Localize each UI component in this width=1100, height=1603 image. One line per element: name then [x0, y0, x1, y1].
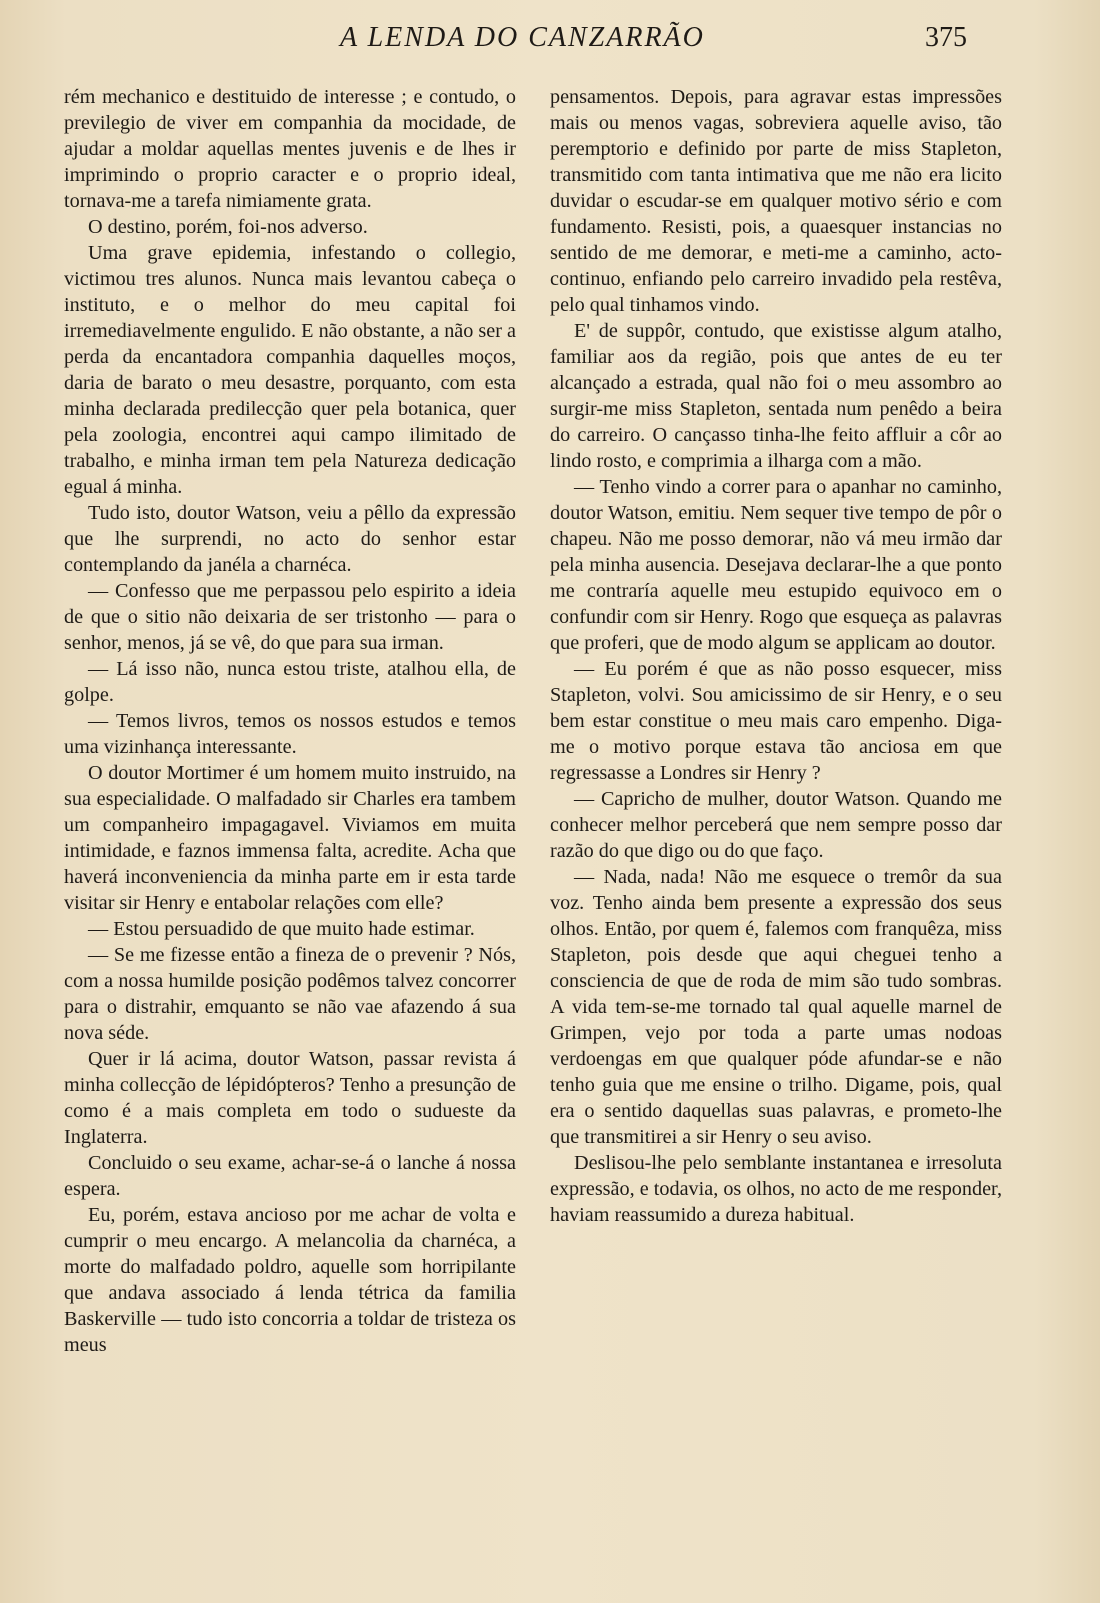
paragraph: Concluido o seu exame, achar-se-á o lanche á nossa espera.	[64, 1152, 516, 1200]
paragraph: Deslisou-lhe pelo semblante instantanea e irresoluta expressão, e todavia, os olhos, no acto de me responder, haviam reassumido a dureza habitual.	[550, 1152, 1002, 1226]
paragraph: — Nada, nada! Não me esquece o tremôr da sua voz. Tenho ainda bem presente a expressão dos seus olhos. Então, por quem é, falemos com franquêza, miss Stapleton, pois desde que aqui cheguei tenho a consciencia de que de roda de mim são tudo sombras. A vida tem-se-me tornado tal qual aquelle marnel de Grimpen, vejo por toda a parte umas nodoas verdoengas em que qualquer póde afundar-se e não tenho guia que me ensine o trilho. Digame, pois, qual era o sentido daquellas suas palavras, e prometo-lhe que transmitirei a sir Henry o seu aviso.	[550, 866, 1002, 1148]
paragraph: Eu, porém, estava ancioso por me achar de volta e cumprir o meu encargo. A melancolia da charnéca, a morte do malfadado poldro, aquelle som horripilante que andava associado á lenda tétrica da familia Baskerville — tudo isto concorria a toldar de tristeza os meus	[64, 1204, 516, 1356]
paragraph: — Se me fizesse então a fineza de o prevenir ? Nós, com a nossa humilde posição podêmos talvez concorrer para o distrahir, emquanto se não vae afazendo á sua nova séde.	[64, 944, 516, 1044]
paragraph: pensamentos. Depois, para agravar estas impressões mais ou menos vagas, sobreviera aquelle aviso, tão peremptorio e definido por parte de miss Stapleton, transmitido com tanta intimativa que me não era licito duvidar o escudar-se em qualquer motivo sério e com fundamento. Resisti, pois, a quaesquer instancias no sentido de me demorar, e meti-me a caminho, acto-continuo, enfiando pelo carreiro invadido pela restêva, pelo qual tinhamos vindo.	[550, 86, 1002, 316]
paragraph: O destino, porém, foi-nos adverso.	[88, 216, 368, 238]
paragraph: — Temos livros, temos os nossos estudos e temos uma vizinhança interessante.	[64, 710, 516, 758]
paragraph: — Confesso que me perpassou pelo espirito a ideia de que o sitio não deixaria de ser tristonho — para o senhor, menos, já se vê, do que para sua irman.	[64, 580, 516, 654]
paragraph: O doutor Mortimer é um homem muito instruido, na sua especialidade. O malfadado sir Charles era tambem um companheiro impagagavel. Viviamos em muita intimidade, e faznos immensa falta, acredite. Acha que haverá inconveniencia da minha parte em ir esta tarde visitar sir Henry e entabolar relações com elle?	[64, 762, 516, 914]
right-column	[550, 84, 1002, 1228]
paragraph: — Eu porém é que as não posso esquecer, miss Stapleton, volvi. Sou amicissimo de sir Henry, e o seu bem estar constitue o meu mais caro empenho. Diga-me o motivo porque estava tão anciosa em que regressasse a Londres sir Henry ?	[550, 658, 1002, 784]
paragraph: — Lá isso não, nunca estou triste, atalhou ella, de golpe.	[64, 658, 516, 706]
paragraph: E' de suppôr, contudo, que existisse algum atalho, familiar aos da região, pois que antes de eu ter alcançado a estrada, qual não foi o meu assombro ao surgir-me miss Stapleton, sentada num penêdo a beira do carreiro. O cançasso tinha-lhe feito affluir a côr ao lindo rosto, e comprimia a ilharga com a mão.	[550, 320, 1002, 472]
paragraph: — Capricho de mulher, doutor Watson. Quando me conhecer melhor perceberá que nem sempre posso dar razão do que digo ou do que faço.	[550, 788, 1002, 862]
running-title: A LENDA DO CANZARRÃO	[340, 22, 705, 53]
paragraph: Uma grave epidemia, infestando o collegio, victimou tres alunos. Nunca mais levantou cabeça o instituto, e o melhor do meu capital foi irremediavelmente engulido. E não obstante, a não ser a perda da encantadora companhia daquelles moços, daria de barato o meu desastre, porquanto, com esta minha declarada predilecção quer pela botanica, quer pela zoologia, encontrei aqui campo ilimitado de trabalho, e minha irman tem pela Natureza dedicação egual á minha.	[64, 242, 516, 498]
paragraph: rém mechanico e destituido de interesse ; e contudo, o previlegio de viver em companhia da mocidade, de ajudar a moldar aquellas mentes juvenis e de lhes ir imprimindo o proprio caracter e o proprio ideal, tornava-me a tarefa nimiamente grata.	[64, 86, 516, 212]
page-header	[0, 18, 1100, 58]
paragraph: Tudo isto, doutor Watson, veiu a pêllo da expressão que lhe surprendi, no acto do senhor estar contemplando da janéla a charnéca.	[64, 502, 516, 576]
page-number: 375	[925, 22, 967, 53]
left-column	[64, 84, 516, 1358]
paragraph: — Estou persuadido de que muito hade estimar.	[88, 918, 475, 940]
paragraph: — Tenho vindo a correr para o apanhar no caminho, doutor Watson, emitiu. Nem sequer tive tempo de pôr o chapeu. Não me posso demorar, não vá meu irmão dar pela minha ausencia. Desejava declarar-lhe a que ponto me contraría aquelle meu estupido equivoco em o confundir com sir Henry. Rogo que esqueça as palavras que proferi, que de modo algum se applicam ao doutor.	[550, 476, 1002, 654]
paragraph: Quer ir lá acima, doutor Watson, passar revista á minha collecção de lépidópteros? Tenho a presunção de como é a mais completa em todo o sudueste da Inglaterra.	[64, 1048, 516, 1148]
